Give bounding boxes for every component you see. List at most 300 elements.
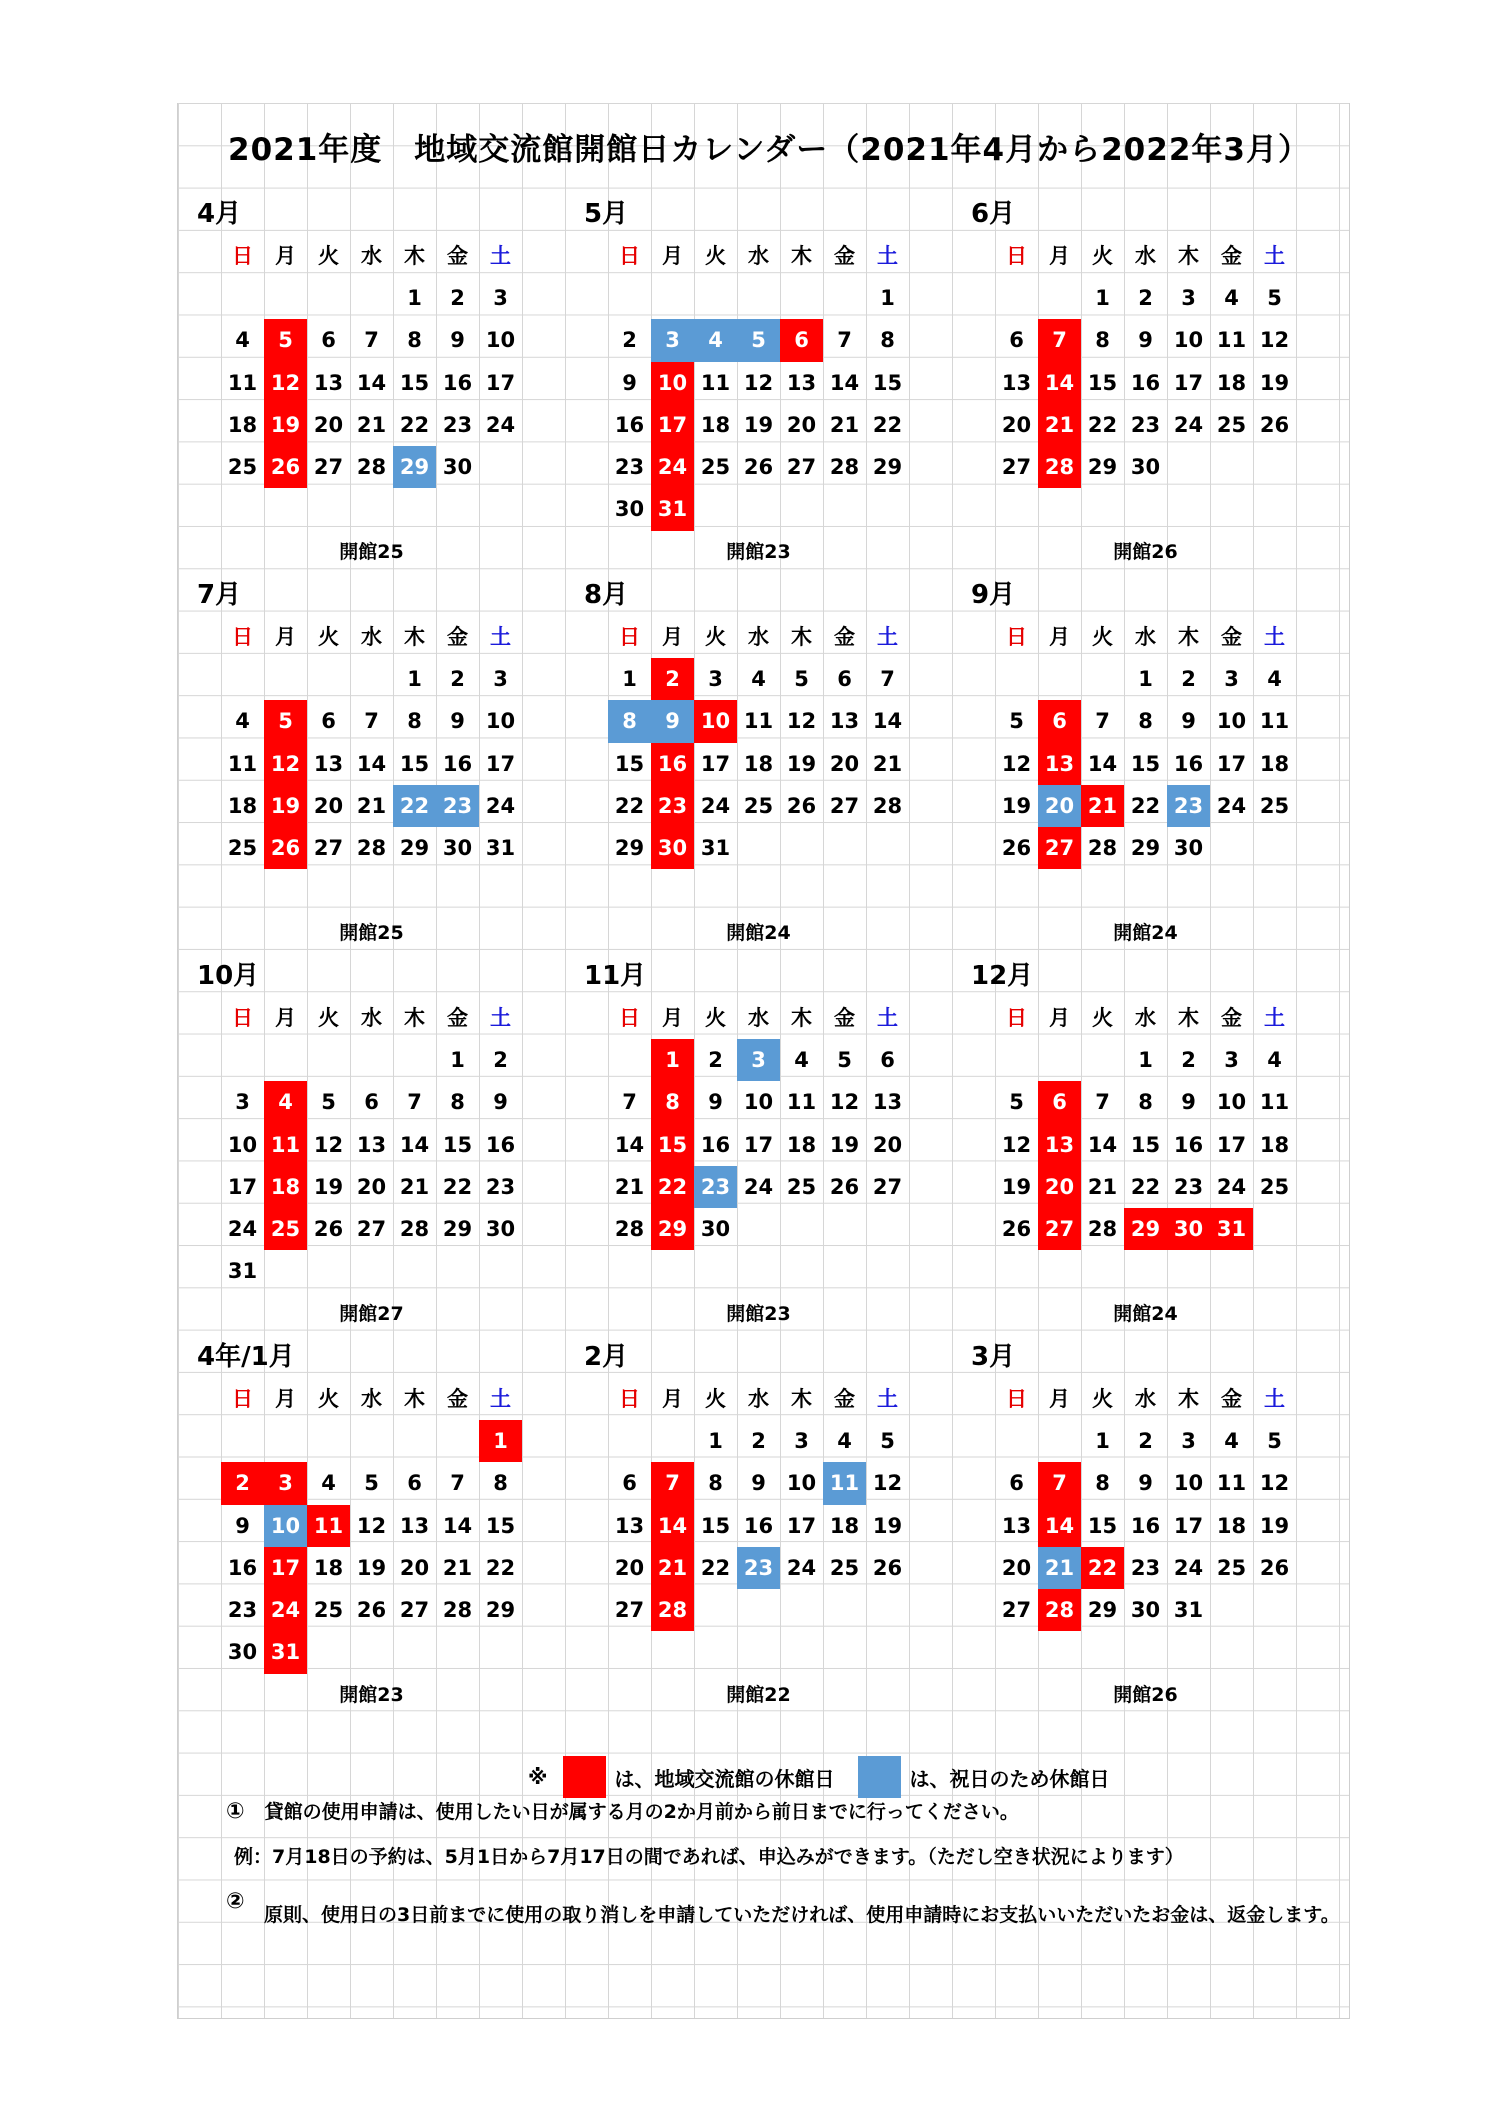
closed-day-label: は、地域交流館の休館日 bbox=[614, 1766, 835, 1791]
week-row bbox=[995, 1589, 1296, 1631]
day-cell: 12 bbox=[356, 1513, 387, 1538]
week-row bbox=[608, 869, 909, 911]
day-cell: 22 bbox=[700, 1555, 731, 1580]
day-cell: 17 bbox=[1216, 751, 1247, 776]
weekday-label: 金 bbox=[1221, 625, 1242, 649]
day-cell: 22 bbox=[1130, 793, 1161, 818]
day-cell bbox=[651, 277, 694, 319]
day-cell: 8 bbox=[1095, 1471, 1110, 1496]
weekday-label: 日 bbox=[1006, 244, 1027, 268]
week-row bbox=[221, 1166, 522, 1208]
day-cell bbox=[1253, 1208, 1296, 1250]
day-cell: 26 bbox=[872, 1555, 903, 1580]
day-cell bbox=[823, 1250, 866, 1292]
day-cell bbox=[1081, 1250, 1124, 1292]
day-cell bbox=[995, 658, 1038, 700]
weekday-label: 日 bbox=[1006, 625, 1027, 649]
month-title: 3月 bbox=[971, 1342, 1016, 1372]
day-cell: 7 bbox=[364, 709, 379, 734]
day-cell: 23 bbox=[1130, 412, 1161, 437]
day-cell: 17 bbox=[786, 1513, 817, 1538]
day-cell bbox=[651, 869, 694, 911]
weekday-label: 火 bbox=[1092, 1387, 1113, 1411]
weekday-label: 月 bbox=[275, 625, 296, 649]
day-cell: 27 bbox=[399, 1598, 430, 1623]
holiday-closed-cell: 8 bbox=[608, 700, 651, 742]
day-cell: 1 bbox=[1138, 1048, 1153, 1072]
closed-day-cell: 23 bbox=[651, 785, 694, 827]
day-cell: 8 bbox=[880, 328, 895, 353]
day-cell bbox=[350, 1250, 393, 1292]
day-cell bbox=[694, 1250, 737, 1292]
weekday-label: 木 bbox=[1178, 244, 1199, 268]
week-row bbox=[995, 743, 1296, 785]
day-cell: 25 bbox=[1259, 793, 1290, 818]
month-block bbox=[177, 955, 516, 1336]
weekday-label: 木 bbox=[791, 244, 812, 268]
day-cell: 6 bbox=[364, 1090, 379, 1115]
day-cell: 30 bbox=[227, 1640, 258, 1665]
month-days bbox=[608, 1420, 909, 1674]
day-cell bbox=[436, 1420, 479, 1462]
month-days bbox=[608, 1039, 909, 1293]
day-cell: 24 bbox=[1173, 1555, 1204, 1580]
day-cell: 18 bbox=[1259, 1132, 1290, 1157]
closed-day-cell: 27 bbox=[1038, 827, 1081, 869]
day-cell: 31 bbox=[700, 836, 731, 861]
week-row bbox=[995, 1505, 1296, 1547]
week-row bbox=[221, 277, 522, 319]
day-cell bbox=[1081, 869, 1124, 911]
day-cell bbox=[866, 1589, 909, 1631]
day-cell bbox=[737, 1250, 780, 1292]
week-row bbox=[221, 1039, 522, 1081]
day-cell bbox=[823, 1208, 866, 1250]
day-cell: 6 bbox=[622, 1471, 637, 1496]
weekday-label: 火 bbox=[705, 1006, 726, 1030]
day-cell: 1 bbox=[622, 667, 637, 691]
day-cell: 7 bbox=[364, 328, 379, 353]
week-row bbox=[608, 785, 909, 827]
day-cell: 17 bbox=[485, 751, 516, 776]
day-cell: 5 bbox=[837, 1048, 852, 1072]
day-cell bbox=[221, 488, 264, 530]
week-row bbox=[995, 319, 1296, 361]
day-cell: 28 bbox=[442, 1598, 473, 1623]
day-cell: 10 bbox=[485, 328, 516, 353]
day-cell: 16 bbox=[485, 1132, 516, 1157]
day-cell bbox=[1253, 488, 1296, 530]
day-cell bbox=[608, 1420, 651, 1462]
week-row bbox=[608, 1547, 909, 1589]
day-cell: 30 bbox=[1130, 1598, 1161, 1623]
day-cell: 25 bbox=[700, 455, 731, 480]
day-cell: 21 bbox=[399, 1174, 430, 1199]
month-days bbox=[995, 1420, 1296, 1674]
closed-day-cell: 7 bbox=[1038, 319, 1081, 361]
closed-day-cell: 7 bbox=[651, 1462, 694, 1504]
closed-day-cell: 18 bbox=[264, 1166, 307, 1208]
day-cell: 6 bbox=[321, 709, 336, 734]
day-cell bbox=[780, 827, 823, 869]
day-cell: 15 bbox=[872, 370, 903, 395]
weekday-header bbox=[995, 1378, 1296, 1420]
day-cell: 1 bbox=[450, 1048, 465, 1072]
note-2-number: ② bbox=[226, 1889, 245, 1914]
day-cell bbox=[823, 869, 866, 911]
week-row bbox=[995, 1039, 1296, 1081]
day-cell bbox=[264, 488, 307, 530]
day-cell: 13 bbox=[356, 1132, 387, 1157]
day-cell bbox=[1081, 1039, 1124, 1081]
day-cell bbox=[1210, 1589, 1253, 1631]
week-row bbox=[221, 1124, 522, 1166]
closed-day-cell: 11 bbox=[307, 1505, 350, 1547]
closed-day-cell: 14 bbox=[1038, 362, 1081, 404]
weekday-header bbox=[608, 616, 909, 658]
weekday-label: 日 bbox=[619, 1387, 640, 1411]
day-cell: 12 bbox=[786, 709, 817, 734]
weekday-label: 火 bbox=[318, 1387, 339, 1411]
closed-day-cell: 2 bbox=[651, 658, 694, 700]
week-row bbox=[995, 1081, 1296, 1123]
day-cell: 6 bbox=[321, 328, 336, 353]
day-cell: 19 bbox=[743, 412, 774, 437]
week-row bbox=[221, 1589, 522, 1631]
month-days bbox=[221, 277, 522, 531]
day-cell: 7 bbox=[880, 667, 895, 691]
day-cell: 1 bbox=[1138, 667, 1153, 691]
day-cell: 28 bbox=[399, 1217, 430, 1242]
day-cell: 27 bbox=[786, 455, 817, 480]
weekday-label: 日 bbox=[1006, 1387, 1027, 1411]
day-cell bbox=[1167, 446, 1210, 488]
day-cell: 10 bbox=[1173, 1471, 1204, 1496]
weekday-label: 土 bbox=[877, 625, 898, 649]
day-cell: 14 bbox=[1087, 1132, 1118, 1157]
day-cell: 30 bbox=[442, 836, 473, 861]
holiday-closed-cell: 5 bbox=[737, 319, 780, 361]
week-row bbox=[221, 1420, 522, 1462]
day-cell: 25 bbox=[1216, 1555, 1247, 1580]
day-cell bbox=[307, 1250, 350, 1292]
day-cell: 4 bbox=[1224, 1429, 1239, 1453]
day-cell bbox=[737, 277, 780, 319]
closed-day-cell: 26 bbox=[264, 446, 307, 488]
day-cell bbox=[1210, 1250, 1253, 1292]
day-cell: 4 bbox=[321, 1471, 336, 1496]
day-cell: 18 bbox=[1216, 370, 1247, 395]
weekday-label: 水 bbox=[1135, 244, 1156, 268]
holiday-closed-cell: 23 bbox=[1167, 785, 1210, 827]
month-title: 4年/1月 bbox=[197, 1342, 295, 1372]
day-cell: 26 bbox=[743, 455, 774, 480]
day-cell: 13 bbox=[313, 370, 344, 395]
day-cell bbox=[1124, 1250, 1167, 1292]
day-cell: 16 bbox=[442, 751, 473, 776]
week-row bbox=[995, 700, 1296, 742]
holiday-closed-label: は、祝日のため休館日 bbox=[909, 1766, 1110, 1791]
day-cell: 25 bbox=[227, 455, 258, 480]
month-title: 2月 bbox=[584, 1342, 629, 1372]
day-cell: 15 bbox=[1130, 751, 1161, 776]
day-cell bbox=[350, 1631, 393, 1673]
closed-day-cell: 21 bbox=[1038, 404, 1081, 446]
day-cell bbox=[866, 1250, 909, 1292]
week-row bbox=[608, 1250, 909, 1292]
weekday-label: 月 bbox=[275, 1387, 296, 1411]
weekday-label: 日 bbox=[232, 1006, 253, 1030]
open-days-total: 開館23 bbox=[339, 1684, 404, 1706]
day-cell bbox=[1038, 1039, 1081, 1081]
weekday-label: 水 bbox=[361, 1006, 382, 1030]
day-cell: 30 bbox=[1130, 455, 1161, 480]
page-title: 2021年度 地域交流館開館日カレンダー（2021年4月から2022年3月） bbox=[228, 132, 1310, 168]
day-cell bbox=[866, 869, 909, 911]
weekday-label: 月 bbox=[1049, 1387, 1070, 1411]
weekday-label: 木 bbox=[1178, 1387, 1199, 1411]
day-cell: 7 bbox=[1095, 1090, 1110, 1115]
day-cell: 15 bbox=[399, 370, 430, 395]
day-cell bbox=[1210, 827, 1253, 869]
day-cell: 18 bbox=[1259, 751, 1290, 776]
closed-day-cell: 25 bbox=[264, 1208, 307, 1250]
day-cell: 24 bbox=[786, 1555, 817, 1580]
day-cell: 13 bbox=[872, 1090, 903, 1115]
day-cell: 5 bbox=[321, 1090, 336, 1115]
day-cell: 11 bbox=[1216, 1471, 1247, 1496]
weekday-label: 日 bbox=[619, 244, 640, 268]
day-cell: 24 bbox=[1216, 793, 1247, 818]
day-cell: 26 bbox=[829, 1174, 860, 1199]
day-cell bbox=[264, 1250, 307, 1292]
closed-day-cell: 22 bbox=[651, 1166, 694, 1208]
week-row bbox=[608, 1505, 909, 1547]
day-cell: 8 bbox=[407, 709, 422, 734]
day-cell bbox=[264, 869, 307, 911]
day-cell: 23 bbox=[1173, 1174, 1204, 1199]
week-row bbox=[995, 1462, 1296, 1504]
day-cell bbox=[780, 1589, 823, 1631]
day-cell: 2 bbox=[1138, 1429, 1153, 1453]
day-cell: 24 bbox=[700, 793, 731, 818]
day-cell bbox=[780, 1250, 823, 1292]
day-cell: 20 bbox=[786, 412, 817, 437]
closed-day-cell: 20 bbox=[1038, 1166, 1081, 1208]
day-cell: 20 bbox=[399, 1555, 430, 1580]
day-cell: 13 bbox=[1001, 370, 1032, 395]
weekday-label: 火 bbox=[705, 1387, 726, 1411]
day-cell: 19 bbox=[1001, 793, 1032, 818]
legend-mark: ※ bbox=[528, 1765, 548, 1789]
day-cell: 17 bbox=[1216, 1132, 1247, 1157]
week-row bbox=[221, 1505, 522, 1547]
day-cell: 7 bbox=[622, 1090, 637, 1115]
day-cell bbox=[264, 1039, 307, 1081]
day-cell: 4 bbox=[794, 1048, 809, 1072]
day-cell: 12 bbox=[743, 370, 774, 395]
day-cell: 9 bbox=[1138, 1471, 1153, 1496]
day-cell bbox=[608, 277, 651, 319]
month-days bbox=[995, 658, 1296, 912]
day-cell: 4 bbox=[235, 709, 250, 734]
day-cell bbox=[1081, 1631, 1124, 1673]
weekday-label: 水 bbox=[361, 244, 382, 268]
weekday-label: 火 bbox=[705, 244, 726, 268]
day-cell: 20 bbox=[872, 1132, 903, 1157]
day-cell bbox=[264, 1420, 307, 1462]
day-cell: 28 bbox=[356, 836, 387, 861]
day-cell: 22 bbox=[614, 793, 645, 818]
day-cell: 3 bbox=[708, 667, 723, 691]
day-cell: 16 bbox=[1173, 1132, 1204, 1157]
day-cell bbox=[823, 277, 866, 319]
day-cell: 22 bbox=[399, 412, 430, 437]
day-cell bbox=[651, 1420, 694, 1462]
weekday-label: 木 bbox=[1178, 625, 1199, 649]
weekday-header bbox=[995, 616, 1296, 658]
open-days-total: 開館27 bbox=[339, 1303, 404, 1325]
day-cell: 3 bbox=[493, 286, 508, 310]
day-cell bbox=[221, 1420, 264, 1462]
day-cell bbox=[393, 869, 436, 911]
week-row bbox=[608, 827, 909, 869]
open-days-total: 開館26 bbox=[1113, 541, 1178, 563]
holiday-closed-cell: 3 bbox=[737, 1039, 780, 1081]
day-cell bbox=[608, 1039, 651, 1081]
month-days bbox=[995, 1039, 1296, 1293]
day-cell: 12 bbox=[829, 1090, 860, 1115]
day-cell bbox=[436, 1250, 479, 1292]
holiday-closed-cell: 9 bbox=[651, 700, 694, 742]
weekday-label: 月 bbox=[1049, 625, 1070, 649]
day-cell: 1 bbox=[1095, 1429, 1110, 1453]
week-row bbox=[221, 1250, 522, 1292]
day-cell: 25 bbox=[743, 793, 774, 818]
day-cell bbox=[995, 488, 1038, 530]
day-cell: 5 bbox=[794, 667, 809, 691]
month-title: 7月 bbox=[197, 580, 242, 610]
day-cell: 14 bbox=[356, 751, 387, 776]
day-cell: 8 bbox=[708, 1471, 723, 1496]
day-cell: 19 bbox=[829, 1132, 860, 1157]
weekday-label: 木 bbox=[791, 1006, 812, 1030]
day-cell bbox=[1081, 658, 1124, 700]
weekday-header bbox=[608, 1378, 909, 1420]
day-cell bbox=[1253, 1589, 1296, 1631]
weekday-label: 金 bbox=[834, 1006, 855, 1030]
closed-day-cell: 6 bbox=[1038, 700, 1081, 742]
day-cell: 25 bbox=[1216, 412, 1247, 437]
day-cell bbox=[737, 1589, 780, 1631]
open-days-total: 開館24 bbox=[726, 922, 791, 944]
day-cell: 10 bbox=[786, 1471, 817, 1496]
day-cell bbox=[479, 1250, 522, 1292]
day-cell: 8 bbox=[407, 328, 422, 353]
day-cell: 8 bbox=[1138, 1090, 1153, 1115]
day-cell: 29 bbox=[399, 836, 430, 861]
day-cell: 10 bbox=[1216, 1090, 1247, 1115]
day-cell: 16 bbox=[442, 370, 473, 395]
day-cell: 21 bbox=[442, 1555, 473, 1580]
weekday-label: 水 bbox=[1135, 625, 1156, 649]
weekday-label: 土 bbox=[877, 1387, 898, 1411]
day-cell bbox=[221, 277, 264, 319]
day-cell: 7 bbox=[450, 1471, 465, 1496]
weekday-label: 土 bbox=[877, 244, 898, 268]
day-cell: 10 bbox=[1216, 709, 1247, 734]
day-cell: 27 bbox=[313, 836, 344, 861]
weekday-label: 日 bbox=[619, 1006, 640, 1030]
day-cell: 19 bbox=[313, 1174, 344, 1199]
closed-day-cell: 10 bbox=[694, 700, 737, 742]
day-cell: 20 bbox=[313, 793, 344, 818]
day-cell bbox=[221, 869, 264, 911]
weekday-header bbox=[221, 235, 522, 277]
day-cell bbox=[393, 488, 436, 530]
day-cell bbox=[995, 1631, 1038, 1673]
day-cell: 30 bbox=[442, 455, 473, 480]
day-cell: 3 bbox=[794, 1429, 809, 1453]
day-cell bbox=[1210, 446, 1253, 488]
day-cell: 3 bbox=[1181, 286, 1196, 310]
day-cell: 21 bbox=[872, 751, 903, 776]
closed-day-cell: 31 bbox=[651, 488, 694, 530]
week-row bbox=[221, 1631, 522, 1673]
day-cell bbox=[1210, 869, 1253, 911]
day-cell: 27 bbox=[313, 455, 344, 480]
weekday-label: 月 bbox=[1049, 244, 1070, 268]
day-cell: 27 bbox=[1001, 1598, 1032, 1623]
week-row bbox=[608, 1166, 909, 1208]
day-cell bbox=[1038, 1420, 1081, 1462]
day-cell: 29 bbox=[1130, 836, 1161, 861]
day-cell: 30 bbox=[700, 1217, 731, 1242]
day-cell bbox=[780, 1631, 823, 1673]
weekday-label: 土 bbox=[1264, 1387, 1285, 1411]
weekday-header bbox=[608, 235, 909, 277]
day-cell: 27 bbox=[829, 793, 860, 818]
month-days bbox=[608, 658, 909, 912]
day-cell: 23 bbox=[227, 1598, 258, 1623]
closed-day-cell: 19 bbox=[264, 404, 307, 446]
day-cell: 19 bbox=[872, 1513, 903, 1538]
day-cell bbox=[221, 658, 264, 700]
day-cell: 21 bbox=[1087, 1174, 1118, 1199]
day-cell bbox=[866, 488, 909, 530]
weekday-label: 土 bbox=[490, 1006, 511, 1030]
day-cell bbox=[1124, 869, 1167, 911]
weekday-label: 金 bbox=[1221, 1006, 1242, 1030]
week-row bbox=[608, 1631, 909, 1673]
day-cell bbox=[393, 1420, 436, 1462]
week-row bbox=[221, 869, 522, 911]
week-row bbox=[608, 1462, 909, 1504]
weekday-label: 月 bbox=[662, 1006, 683, 1030]
week-row bbox=[995, 1631, 1296, 1673]
day-cell: 14 bbox=[829, 370, 860, 395]
weekday-label: 水 bbox=[1135, 1387, 1156, 1411]
day-cell: 2 bbox=[450, 286, 465, 310]
day-cell: 15 bbox=[399, 751, 430, 776]
open-days-total: 開館26 bbox=[1113, 1684, 1178, 1706]
month-title: 4月 bbox=[197, 199, 242, 229]
closed-day-cell: 1 bbox=[651, 1039, 694, 1081]
weekday-label: 水 bbox=[748, 1006, 769, 1030]
day-cell: 21 bbox=[356, 793, 387, 818]
day-cell: 23 bbox=[442, 412, 473, 437]
day-cell: 26 bbox=[313, 1217, 344, 1242]
